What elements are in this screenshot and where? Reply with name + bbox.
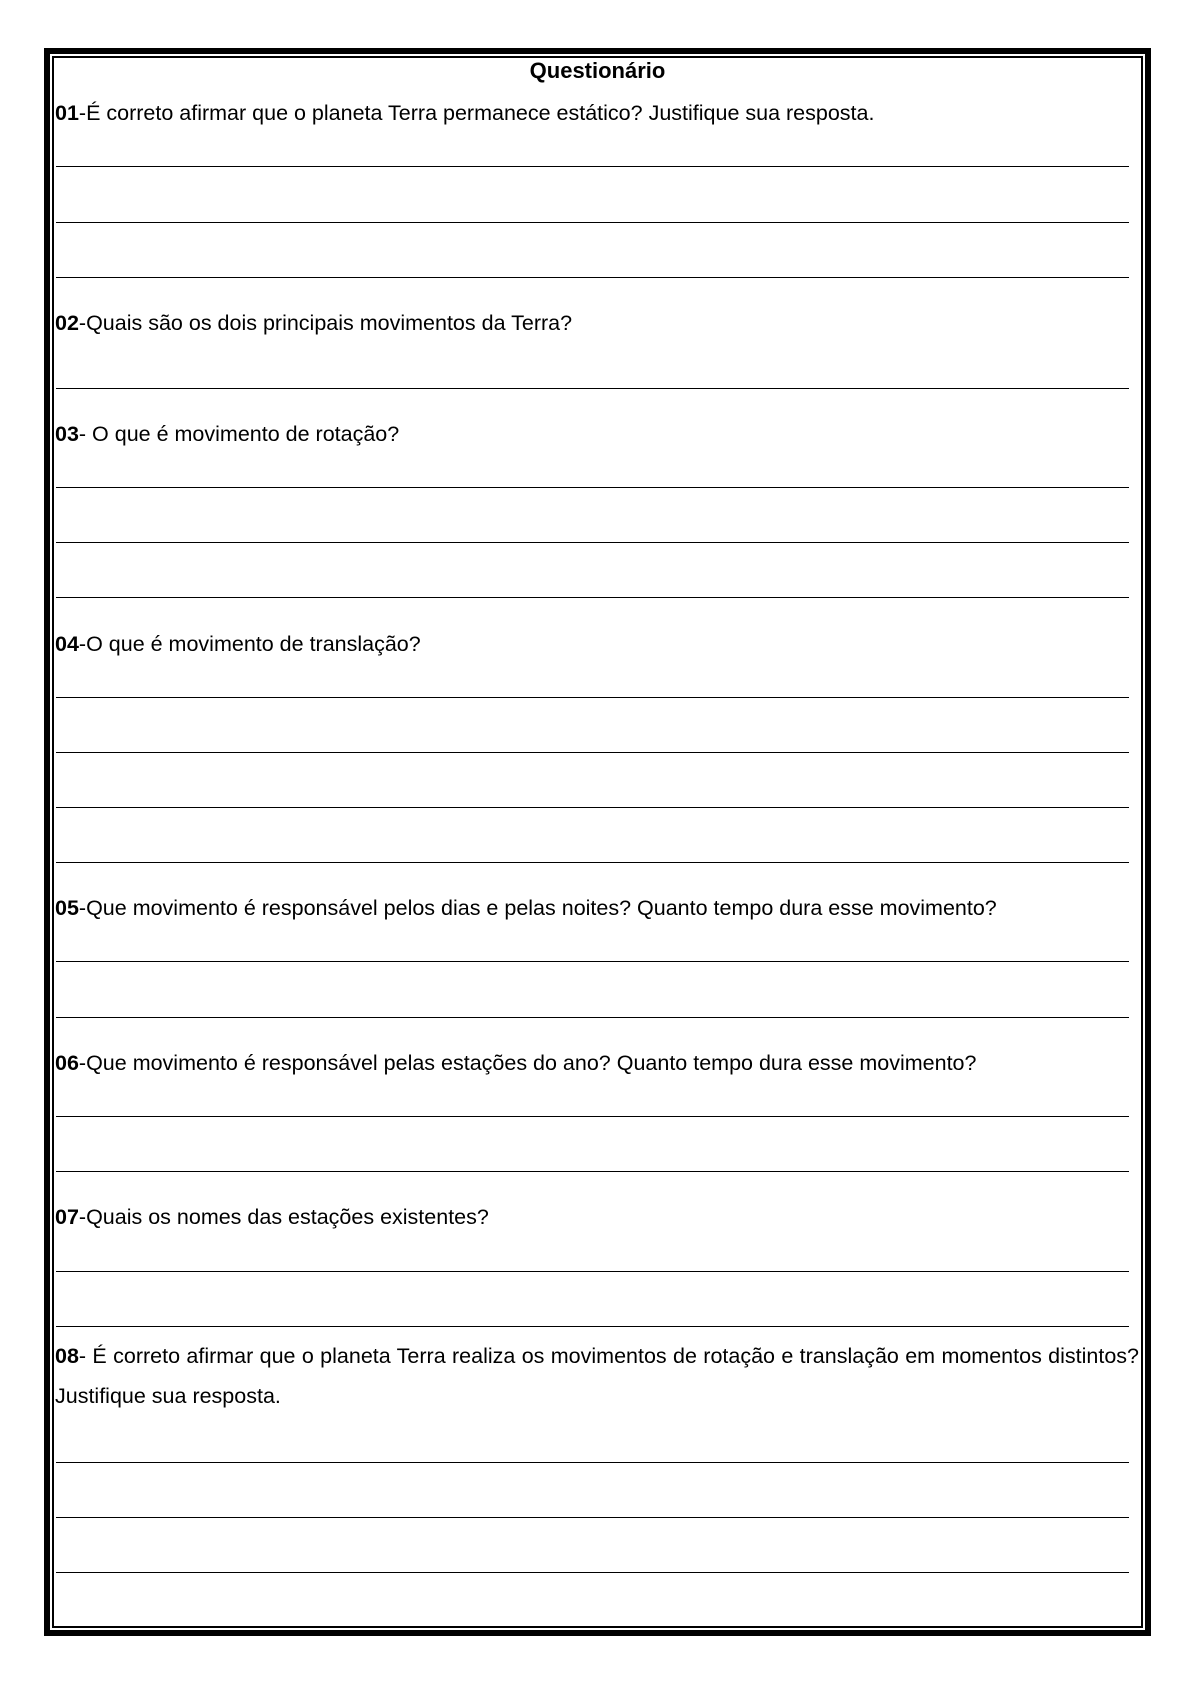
- answer-line[interactable]: [56, 807, 1129, 808]
- answer-line[interactable]: [56, 487, 1129, 488]
- answer-line[interactable]: [56, 1572, 1129, 1573]
- answer-line[interactable]: [56, 222, 1129, 223]
- question-text: -Que movimento é responsável pelos dias e pelas noites? Quanto tempo dura esse movimento?: [78, 896, 997, 920]
- question-02: [55, 310, 1139, 336]
- answer-line[interactable]: [56, 862, 1129, 863]
- question-number: 01: [55, 101, 79, 125]
- answer-line[interactable]: [56, 1517, 1129, 1518]
- question-text: -O que é movimento de translação?: [78, 632, 421, 656]
- question-number: 08: [55, 1344, 79, 1368]
- question-text: -Que movimento é responsável pelas estações do ano? Quanto tempo dura esse movimento?: [78, 1051, 977, 1075]
- answer-line[interactable]: [56, 1462, 1129, 1463]
- answer-line[interactable]: [56, 388, 1129, 389]
- answer-line[interactable]: [56, 1271, 1129, 1272]
- question-number: 04: [55, 632, 79, 656]
- answer-line[interactable]: [56, 961, 1129, 962]
- answer-line[interactable]: [56, 1326, 1129, 1327]
- question-number: 05: [55, 896, 79, 920]
- question-07: [55, 1204, 1139, 1230]
- answer-line[interactable]: [56, 1017, 1129, 1018]
- question-01: [55, 100, 1139, 126]
- answer-line[interactable]: [56, 1171, 1129, 1172]
- question-08: [55, 1336, 1139, 1416]
- question-text: -Quais os nomes das estações existentes?: [78, 1205, 489, 1229]
- answer-line[interactable]: [56, 1116, 1129, 1117]
- answer-line[interactable]: [56, 752, 1129, 753]
- page-title: Questionário: [529, 58, 666, 83]
- answer-line[interactable]: [56, 277, 1129, 278]
- question-number: 07: [55, 1205, 79, 1229]
- answer-line[interactable]: [56, 597, 1129, 598]
- question-number: 02: [55, 311, 79, 335]
- question-05: [55, 895, 1139, 921]
- question-text: -Quais são os dois principais movimentos da Terra?: [78, 311, 573, 335]
- question-06: [55, 1050, 1139, 1076]
- question-number: 03: [55, 422, 79, 446]
- question-04: [55, 631, 1139, 657]
- answer-line[interactable]: [56, 166, 1129, 167]
- question-text: -É correto afirmar que o planeta Terra permanece estático? Justifique sua resposta.: [78, 101, 875, 125]
- question-text: - O que é movimento de rotação?: [78, 422, 400, 446]
- question-03: [55, 421, 1139, 447]
- answer-line[interactable]: [56, 697, 1129, 698]
- question-text: - É correto afirmar que o planeta Terra realiza os movimentos de rotação e translação em momentos distintos? Justifique sua resposta.: [55, 1344, 1139, 1408]
- question-number: 06: [55, 1051, 79, 1075]
- answer-line[interactable]: [56, 542, 1129, 543]
